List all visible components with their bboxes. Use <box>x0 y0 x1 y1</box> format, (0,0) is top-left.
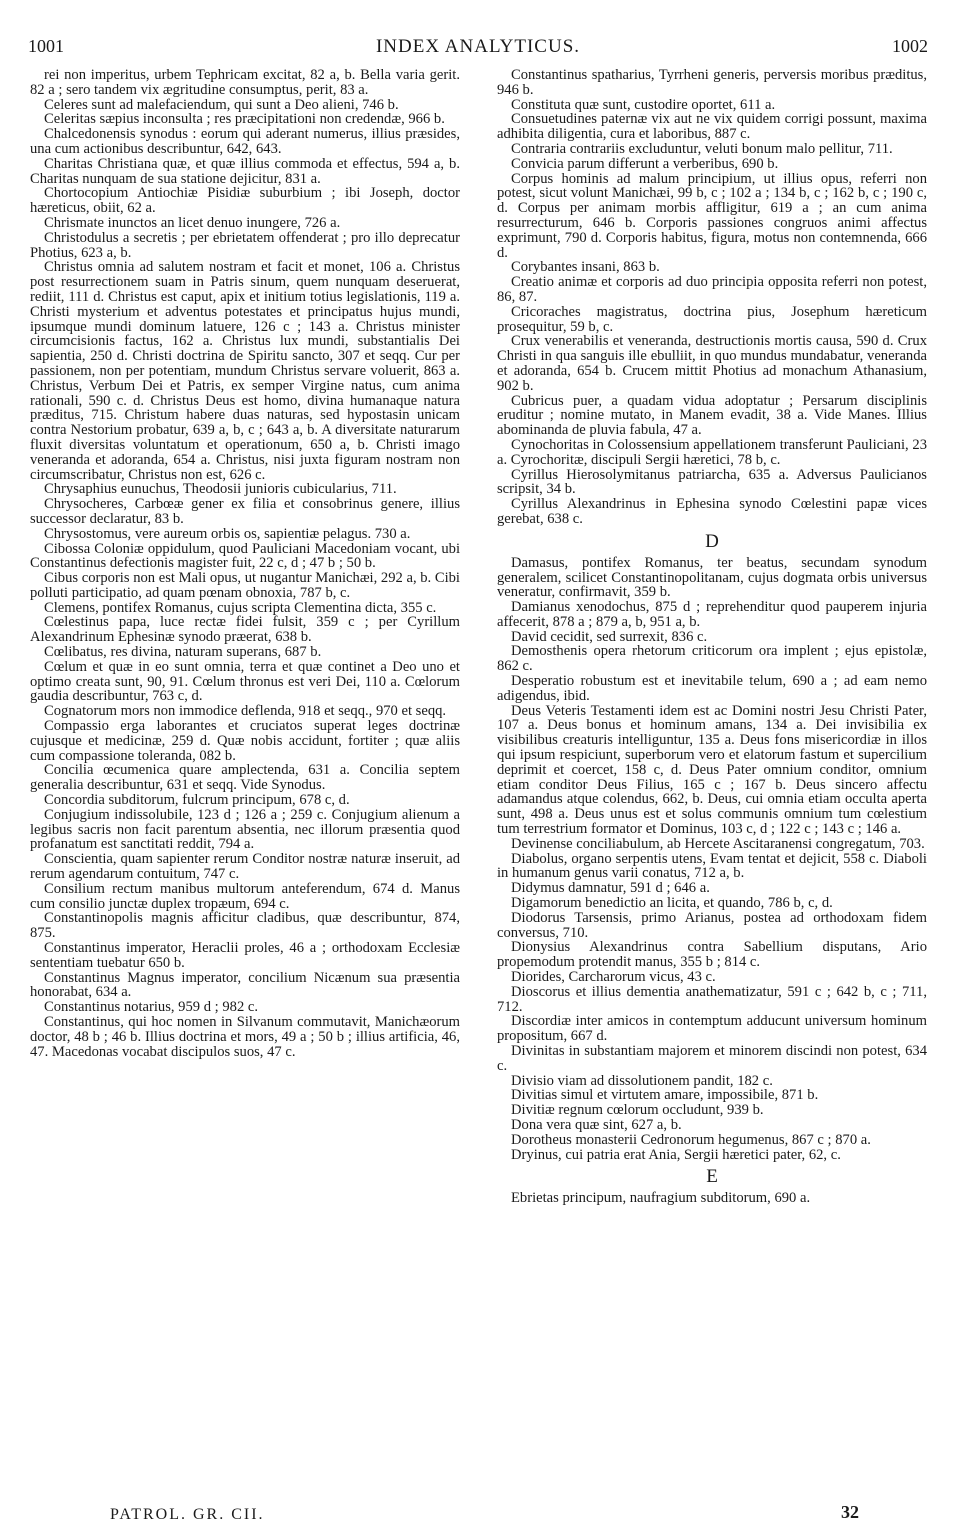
index-entry: Constantinus Magnus imperator, concilium Nicænum sua præsentia honorabat, 634 a. <box>30 969 460 1001</box>
index-entry: Devinense conciliabulum, ab Hercete Ascitaranensi congregatum, 703. <box>511 835 925 852</box>
index-entry: Constituta quæ sunt, custodire oportet, 611 a. <box>511 96 776 113</box>
index-entry: Chrismate inunctos an licet denuo inungere, 726 a. <box>44 214 341 231</box>
index-entry: Corybantes insani, 863 b. <box>511 259 660 276</box>
page-header <box>28 36 928 60</box>
index-entry: Constantinus notarius, 959 d ; 982 c. <box>44 999 259 1016</box>
index-entry: Damianus xenodochus, 875 d ; reprehenditur quod pauperem injuria affecerit, 878 a ; 879 a, b, 951 a, b. <box>497 599 927 630</box>
index-entry: Divinitas in substantiam majorem et minorem discindi non potest, 634 c. <box>497 1043 927 1074</box>
index-entry: Diabolus, organo serpentis utens, Evam tentat et dejicit, 558 c. Diaboli in humanum genus varii conatus, 712 a, b. <box>497 850 927 882</box>
right-column <box>497 68 927 1473</box>
index-entry: Damasus, pontifex Romanus, ter beatus, secundam synodum generalem, scilicet Constantinopolitanam, cujus dogmata orbis universus veneratur, confirmavit, 359 b. <box>497 554 927 601</box>
section-letter-e: E <box>706 1166 718 1188</box>
index-entry: Dorotheus monasterii Cedronorum hegumenus, 867 c ; 870 a. <box>511 1131 871 1148</box>
index-entry: Cyrillus Hierosolymitanus patriarcha, 635 a. Adversus Paulicianos scripsit, 34 b. <box>497 466 927 498</box>
index-entry: Chalcedonensis synodus : eorum qui aderant numerus, illius præsides, una cum actionibus describuntur, 642, 643. <box>30 126 460 157</box>
index-entry: Cubricus puer, a quadam vidua adoptatur ; Persarum disciplinis eruditur ; nomine mutato, in Manem evadit, 38 a. Vide Manes. Illius abominanda de pluvia fabula, 47 a. <box>497 392 927 439</box>
index-entry: Clemens, pontifex Romanus, cujus scripta Clementina dicta, 355 c. <box>44 599 437 616</box>
index-entry: Constantinus imperator, Heraclii proles, 46 a ; orthodoxam Ecclesiæ sententiam tuebatur 650 b. <box>30 940 460 971</box>
index-entry: Constantinus spatharius, Tyrrheni generis, perversis moribus præditus, 946 b. <box>497 68 927 98</box>
index-entry: Chrysostomus, vere aureum orbis os, sapientiæ pelagus. 730 a. <box>44 525 411 542</box>
index-entry: Chrysocheres, Carbœæ gener ex filia et consobrinus genere, illius successor declaratur, 83 b. <box>30 496 460 527</box>
index-entry: David cecidit, sed surrexit, 836 c. <box>511 628 708 645</box>
index-entry: Cœlestinus papa, luce rectæ fidei fulsit, 359 c ; per Cyrillum Alexandrinum Ephesinæ synodo præerat, 638 b. <box>30 614 460 646</box>
index-entry: Celeres sunt ad malefaciendum, qui sunt a Deo alieni, 746 b. <box>44 96 399 113</box>
index-entry: Dona vera quæ sint, 627 a, b. <box>511 1116 682 1133</box>
index-entry: Constantinus, qui hoc nomen in Silvanum commutavit, Manichæorum doctor, 48 b ; 46 b. Illius doctrina et mors, 49 a ; 50 b ; illius artificia, 46, 47. Macedonas vocabat discipulos suos, 47 c. <box>30 1014 460 1060</box>
index-entry: Consuetudines paternæ vix aut ne vix quidem corrigi possunt, maxima adhibita diligentia, cura et laboribus, 887 c. <box>497 111 927 143</box>
index-entry: Cibus corporis non est Mali opus, ut nugantur Manichæi, 292 a, b. Cibi polluti participatio, ad quam pœnam obnoxia, 787 b, c. <box>30 570 460 601</box>
index-entry: Divitias simul et virtutem amare, impossibile, 871 b. <box>511 1087 819 1104</box>
section-letter-d: D <box>705 530 719 552</box>
index-entry: Cœlum et quæ in eo sunt omnia, terra et quæ continet a Deo uno et optimo creata sunt, 90, 91. Cœlum thronus est veri Dei, 110 a. Cœlorum gaudia describuntur, 763 c, d. <box>30 658 460 705</box>
index-entry: Cœlibatus, res divina, naturam superans, 687 b. <box>44 644 322 661</box>
index-entry: Christodulus a secretis ; per ebrietatem offenderat ; pro illo deprecatur Photius, 623 a, b. <box>30 229 460 261</box>
index-entry: Didymus damnatur, 591 d ; 646 a. <box>511 880 710 897</box>
index-entry: Conjugium indissolubile, 123 d ; 126 a ; 259 c. Conjugium alienum a legibus sacris non facit parentum absentia, nec illorum præsentia quod profanatum est sanctitati reddit, 794 a. <box>30 806 460 853</box>
index-entry: Deus Veteris Testamenti idem est ac Domini nostri Jesu Christi Pater, 107 a. Deus bonus et hominum amans, 134 a. Dei invisibilia ex visibilibus creaturis intelliguntur, 135 a. Deus fons misericordiæ in illos qui ipsum respiciunt, superborum vero et elatorum fastum et supercilium deprimit et coercet, 158 c, d. Deus Pater omnium conditor, omnium etiam conditor Deus Filius, 165 c ; 167 b. Deus sincero affectu adamandus atque colendus, 662, b. Deus, cui omnia etiam occulta aperta sunt, 498 a. Deus unus est et solus communis omnium tum cœlestium tum terrestrium formator et Dominus, 103 c, d ; 122 c ; 143 c ; 146 a. <box>497 702 927 838</box>
index-entry: Chrysaphius eunuchus, Theodosii junioris cubicularius, 711. <box>44 481 397 498</box>
index-entry: Concordia subditorum, fulcrum principum, 678 c, d. <box>44 792 350 809</box>
page-number-left: 1001 <box>28 36 64 56</box>
footer-signature: 32 <box>841 1502 859 1522</box>
index-entry: Consilium rectum manibus multorum anteferendum, 674 d. Manus cum consilio junctæ duplex tropæum, 694 c. <box>30 880 460 912</box>
index-entry: Celeritas sæpius inconsulta ; res præcipitationi non credendæ, 966 b. <box>44 111 445 128</box>
index-entry: Discordiæ inter amicos in contemptum adducunt universum hominum propositum, 667 d. <box>497 1013 927 1045</box>
index-entry: Christus omnia ad salutem nostram et facit et monet, 106 a. Christus post resurrectionem suam in Patris sinum, quem nunquam deseruerat, rediit, 111 d. Christus est caput, apix et initium totius legislationis, 119 a. Christi mysterium et adventus potestates et principatus hujus mundi, ipsumque mundi dominum latuere, 126 c ; 143 a. Christus minister circumcisionis factus, 162 a. Christus lux mundi, substantialis Dei sapientia, 250 d. Christi doctrina de Spiritu sancto, 307 et seqq. Cur per passionem, non per potentiam, mundum Christus servare voluerit, 863 a. Christus, Verbum Dei et Patris, ex semper Virgine natus, cum anima rationali, 590 c. d. Christus Deus est homo, divina humanaque natura præditus, 715. Christum habere duas naturas, sed hypostasin unicam contra Nestorium probatur, 639 a, b, c ; 643 a, b. A diversitate naturarum fluxit diversitas voluntatum et operationum, 650 a, b. Christi imago veneranda et adoranda, 654 a. Christus, nisi juxta figuram nostram non circumscribatur, Christus non est, 626 c. <box>30 259 460 483</box>
index-entry: Dionysius Alexandrinus contra Sabellium disputans, Ario propemodum protendit manus, 355 b ; 814 c. <box>497 939 927 971</box>
running-title: INDEX ANALYTICUS. <box>375 36 581 57</box>
index-entry: Cognatorum mors non immodice deflenda, 918 et seqq., 970 et seqq. <box>44 703 447 720</box>
index-entry: Crux venerabilis et veneranda, destructionis mortis causa, 590 d. Crux Christi in qua sanguis ille ebulliit, in quo mundus mundabatur, veneranda et adoranda, 654 b. Crucem mittit Photius ad monachum Athanasium, 902 b. <box>497 333 927 394</box>
index-entry: Compassio erga laborantes et cruciatos superat leges doctrinæ cujusque et medicinæ, 259 d. Quæ nobis accidunt, fortiter ; quæ aliis cum compassione toleranda, 082 b. <box>30 718 460 764</box>
page-number-right: 1002 <box>892 36 928 56</box>
index-entry: Dioscorus et illius dementia anathematizatur, 591 c ; 642 b, c ; 711, 712. <box>497 983 927 1015</box>
index-entry: Divitiæ regnum cœlorum occludunt, 939 b. <box>511 1102 764 1119</box>
index-entry: Cricoraches magistratus, doctrina pius, Josephum hæreticum prosequitur, 59 b, c. <box>497 303 927 335</box>
index-entry: Contraria contrariis excluduntur, veluti bonum malo pellitur, 711. <box>511 140 893 157</box>
index-entry: Concilia œcumenica quare amplectenda, 631 a. Concilia septem generalia describuntur, 631 et seqq. Vide Synodus. <box>30 762 460 794</box>
index-entry: Diorides, Carcharorum vicus, 43 c. <box>511 969 716 986</box>
index-entry: Cibossa Coloniæ oppidulum, quod Pauliciani Macedoniam vocant, ubi Constantinus defectionis magister fuit, 22 c, d ; 47 b ; 50 b. <box>30 540 460 572</box>
index-entry: Desperatio robustum est et inevitabile telum, 690 a ; ad eam nemo adigendus, ibid. <box>497 673 927 704</box>
index-entry: Corpus hominis ad malum principium, ut illius opus, referri non potest, sicut volunt Manichæi, 99 b, c ; 102 a ; 134 b, c ; 162 b, c ; 190 c, d. Corpus per animam morbis affligitur, 619 a ; an cum anima resurrecturum, 646 b. Corporis passiones congruos animi affectus exprimunt, 790 d. Corporis habitus, figura, motus non contemnenda, 666 d. <box>497 170 927 261</box>
index-entry: Cyrillus Alexandrinus in Ephesina synodo Cœlestini papæ vices gerebat, 638 c. <box>497 496 927 527</box>
index-entry: Constantinopolis magnis afficitur cladibus, quæ describuntur, 874, 875. <box>30 910 460 942</box>
index-entry: rei non imperitus, urbem Tephricam excitat, 82 a, b. Bella varia gerit. 82 a ; sero tandem vix ægritudine consumptus, perit, 83 a. <box>30 68 460 98</box>
index-entry: Dryinus, cui patria erat Ania, Sergii hæretici pater, 62, c. <box>511 1146 841 1163</box>
index-entry: Creatio animæ et corporis ad duo principia opposita referri non potest, 86, 87. <box>497 274 927 305</box>
index-entry: Conscientia, quam sapienter rerum Conditor nostræ naturæ inseruit, ad rerum agendarum contuitum, 747 c. <box>30 851 460 883</box>
index-entry: Divisio viam ad dissolutionem pandit, 182 c. <box>511 1072 773 1089</box>
index-entry: Convicia parum differunt a verberibus, 690 b. <box>511 155 779 172</box>
index-entry: Charitas Christiana quæ, et quæ illius commoda et effectus, 594 a, b. Charitas nunquam de sua statione dejicitur, 831 a. <box>30 155 460 187</box>
index-entry: Demosthenis opera rhetorum criticorum ora implent ; ejus epistolæ, 862 c. <box>497 643 927 675</box>
left-column <box>30 68 460 1513</box>
index-entry: Digamorum benedictio an licita, et quando, 786 b, c, d. <box>511 895 833 912</box>
index-entry: Chortocopium Antiochiæ Pisidiæ suburbium ; ibi Joseph, doctor hæreticus, obiit, 62 a. <box>30 185 460 217</box>
footer-source: PATROL. GR. CII. <box>110 1506 265 1523</box>
index-entry: Cynochoritas in Colossensium appellationem transferunt Pauliciani, 23 a. Cyrochoritæ, discipuli Sergii hæretici, 78 b, c. <box>497 436 927 468</box>
index-entry: Ebrietas principum, naufragium subditorum, 690 a. <box>511 1190 811 1207</box>
index-entry: Diodorus Tarsensis, primo Arianus, postea ad orthodoxam fidem conversus, 710. <box>497 909 927 941</box>
